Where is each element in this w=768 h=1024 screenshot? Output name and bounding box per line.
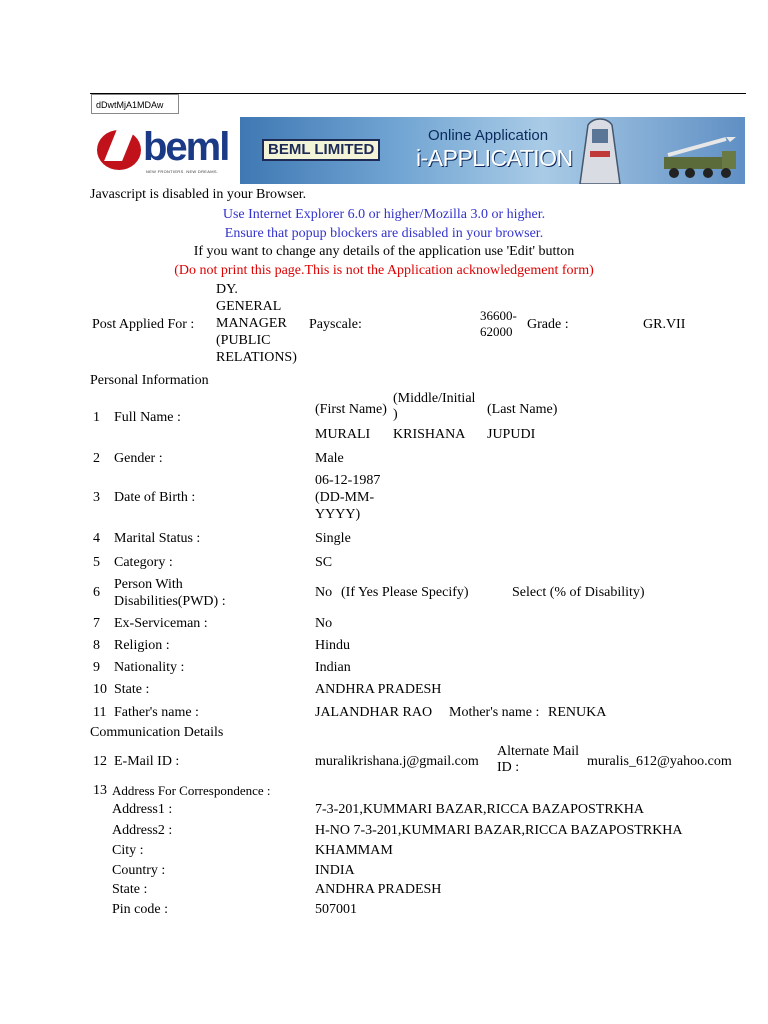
pwd-label <box>114 576 226 610</box>
grade-label: Grade : <box>527 317 569 332</box>
row-number: 3 <box>93 490 100 505</box>
address2-value: H-NO 7-3-201,KUMMARI BAZAR,RICCA BAZAPOSTRKHA <box>315 823 683 838</box>
last-name-value: JUPUDI <box>487 427 536 442</box>
father-name-label: Father's name : <box>114 705 199 720</box>
payscale-line: 62000 <box>480 324 513 339</box>
header-rule <box>90 93 746 94</box>
edit-hint: If you want to change any details of the application use 'Edit' button <box>193 244 575 259</box>
post-value-line: GENERAL <box>216 299 282 314</box>
middle-name-header-line: (Middle/Initial <box>393 391 476 406</box>
browser-requirement: Use Internet Explorer 6.0 or higher/Mozilla 3.0 or higher. <box>222 207 546 222</box>
do-not-print-warning: (Do not print this page.This is not the Application acknowledgement form) <box>174 263 594 278</box>
grade-value: GR.VII <box>643 317 686 332</box>
popup-requirement: Ensure that popup blockers are disabled in your browser. <box>224 226 544 241</box>
section-personal-information: Personal Information <box>90 373 209 388</box>
gender-label: Gender : <box>114 451 163 466</box>
alternate-email-value: muralis_612@yahoo.com <box>587 754 732 769</box>
marital-status-label: Marital Status : <box>114 531 201 546</box>
post-value-line: MANAGER <box>216 316 287 331</box>
pwd-label-line: Person With <box>114 577 183 592</box>
row-number: 13 <box>93 783 107 798</box>
beml-logo <box>90 117 235 184</box>
dob-line: YYYY) <box>315 507 361 522</box>
marital-status-value: Single <box>315 531 351 546</box>
js-disabled-notice: Javascript is disabled in your Browser. <box>90 187 307 202</box>
post-value-line: DY. <box>216 282 238 297</box>
pwd-value: No <box>315 585 333 600</box>
alternate-email-label <box>497 744 579 776</box>
post-value-line: RELATIONS) <box>216 350 297 365</box>
category-label: Category : <box>114 555 173 570</box>
mother-name-label: Mother's name : <box>449 705 540 720</box>
middle-name-value: KRISHANA <box>393 427 466 442</box>
religion-value: Hindu <box>315 638 350 653</box>
nationality-label: Nationality : <box>114 660 185 675</box>
dob-line: 06-12-1987 <box>315 473 381 488</box>
country-value: INDIA <box>315 863 355 878</box>
banner-i-application: i-APPLICATION <box>416 145 573 171</box>
row-number: 7 <box>93 616 100 631</box>
alternate-email-label-line: Alternate Mail <box>497 744 580 759</box>
state-value: ANDHRA PRADESH <box>315 682 442 697</box>
row-number: 8 <box>93 638 100 653</box>
pwd-label-line: Disabilities(PWD) : <box>114 594 226 609</box>
section-communication-details: Communication Details <box>90 725 224 740</box>
banner-online-application: Online Application <box>428 127 549 144</box>
military-truck-icon <box>660 137 740 182</box>
row-number: 4 <box>93 531 100 546</box>
religion-label: Religion : <box>114 638 170 653</box>
row-number: 1 <box>93 410 100 425</box>
row-number: 5 <box>93 555 100 570</box>
address-state-value: ANDHRA PRADESH <box>315 882 442 897</box>
post-value <box>216 281 297 366</box>
logo-tagline: NEW FRONTIERS. NEW DREAMS. <box>146 169 219 174</box>
post-value-line: (PUBLIC <box>216 333 271 348</box>
pwd-specify-hint: (If Yes Please Specify) <box>341 585 469 600</box>
ex-serviceman-value: No <box>315 616 333 631</box>
address-state-label: State : <box>112 882 148 897</box>
city-value: KHAMMAM <box>315 843 393 858</box>
logo-wordmark: beml <box>143 125 229 169</box>
gender-value: Male <box>315 451 344 466</box>
first-name-header: (First Name) <box>315 402 387 417</box>
state-label: State : <box>114 682 150 697</box>
row-number: 10 <box>93 682 107 697</box>
address1-label: Address1 : <box>112 802 173 817</box>
full-name-label: Full Name : <box>114 410 181 425</box>
row-number: 11 <box>93 705 107 720</box>
dob-line: (DD-MM- <box>315 490 375 505</box>
row-number: 6 <box>93 585 100 600</box>
address2-label: Address2 : <box>112 823 173 838</box>
row-number: 12 <box>93 754 107 769</box>
category-value: SC <box>315 555 333 570</box>
alternate-email-label-line: ID : <box>497 760 520 775</box>
father-name-value: JALANDHAR RAO <box>315 705 433 720</box>
pin-code-value: 507001 <box>315 902 357 917</box>
beml-swirl-icon <box>97 130 141 170</box>
address1-value: 7-3-201,KUMMARI BAZAR,RICCA BAZAPOSTRKHA <box>315 802 645 817</box>
country-label: Country : <box>112 863 166 878</box>
pin-code-label: Pin code : <box>112 902 168 917</box>
payscale-value <box>480 308 517 340</box>
nationality-value: Indian <box>315 660 351 675</box>
email-label: E-Mail ID : <box>114 754 180 769</box>
middle-name-header <box>393 391 475 423</box>
metro-train-icon <box>570 117 630 184</box>
city-label: City : <box>112 843 144 858</box>
application-banner <box>240 117 745 184</box>
email-value: muralikrishana.j@gmail.com <box>315 754 479 769</box>
mother-name-value: RENUKA <box>548 705 607 720</box>
viewstate-code: dDwtMjA1MDAw <box>91 94 179 114</box>
dob-value <box>315 472 380 523</box>
payscale-label: Payscale: <box>309 317 362 332</box>
row-number: 2 <box>93 451 100 466</box>
post-label: Post Applied For : <box>92 317 195 332</box>
row-number: 9 <box>93 660 100 675</box>
banner-company: BEML LIMITED <box>262 139 380 161</box>
disability-percent-select[interactable]: Select (% of Disability) <box>512 585 645 600</box>
last-name-header: (Last Name) <box>487 402 558 417</box>
first-name-value: MURALI <box>315 427 371 442</box>
ex-serviceman-label: Ex-Serviceman : <box>114 616 208 631</box>
address-section-label: Address For Correspondence : <box>112 783 271 798</box>
middle-name-header-line: ) <box>393 407 398 422</box>
payscale-line: 36600- <box>480 308 517 323</box>
dob-label: Date of Birth : <box>114 490 196 505</box>
